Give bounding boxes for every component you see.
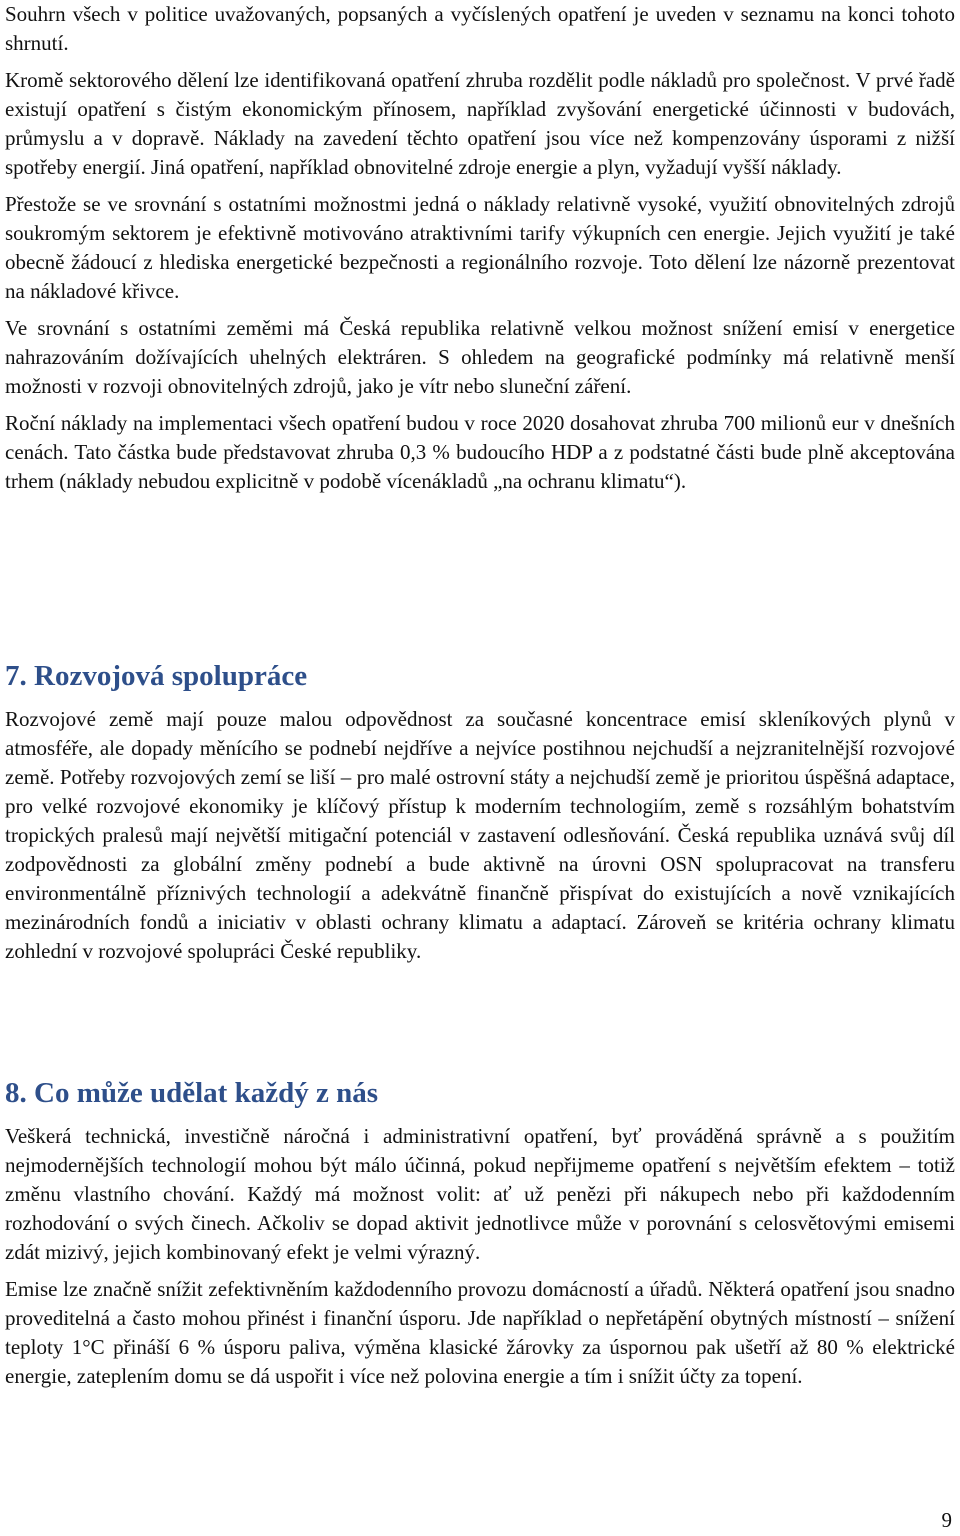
paragraph: Ve srovnání s ostatními zeměmi má Česká republika relativně velkou možnost snížení emisí v energetice nahrazováním dožívajících uhelných elektráren. S ohledem na geografické podmínky má relativně menší možnosti v rozvoji obnovitelných zdrojů, jako je vítr nebo sluneční záření. (5, 316, 955, 398)
intro-section (5, 0, 955, 504)
section-heading-7: 7. Rozvojová spolupráce (5, 660, 308, 692)
page-number: 9 (941, 1508, 952, 1532)
paragraph: Veškerá technická, investičně náročná i administrativní opatření, byť prováděná správně a s použitím nejmodernějších technologií mohou být málo účinná, pokud nepřijmeme opatření s největším efektem – totiž změnu vlastního chování. Každý má možnost volit: ať už penězi při nákupech nebo při každodenním rozhodování o svých činech. Ačkoliv se dopad aktivit jednotlivce může v porovnání s celosvětovými emisemi zdát mizivý, jejich kombinovaný efekt je velmi výrazný. (5, 1124, 955, 1264)
section-8-body (5, 1122, 955, 1399)
paragraph: Emise lze značně snížit zefektivněním každodenního provozu domácností a úřadů. Některá opatření jsou snadno proveditelná a často mohou přinést i finanční úsporu. Jde například o nepřetápění obytných místností – snížení teploty 1°C přináší 6 % úsporu paliva, výměna klasické žárovky za úspornou pak ušetří až 80 % elektrické energie, zateplením domu se dá uspořit i více než polovina energie a tím i snížit účty za topení. (5, 1277, 955, 1388)
section-7-body (5, 705, 955, 974)
section-heading-8: 8. Co může udělat každý z nás (5, 1077, 378, 1109)
paragraph: Přestože se ve srovnání s ostatními možnostmi jedná o náklady relativně vysoké, využití obnovitelných zdrojů soukromým sektorem je efektivně motivováno atraktivními tarify výkupních cen energie. Jejich využití je také obecně žádoucí z hlediska energetické bezpečnosti a regionálního rozvoje. Toto dělení lze názorně prezentovat na nákladové křivce. (5, 192, 955, 303)
paragraph: Rozvojové země mají pouze malou odpovědnost za současné koncentrace emisí skleníkových plynů v atmosféře, ale dopady měnícího se podnebí nejdříve a nejvíce postihnou nejchudší a nejzranitelnější rozvojové země. Potřeby rozvojových zemí se liší – pro malé ostrovní státy a nejchudší země je prioritou úspěšná adaptace, pro velké rozvojové ekonomiky je klíčový přístup k moderním technologiím, země s rozsáhlým bohatstvím tropických pralesů mají největší mitigační potenciál v zastavení odlesňování. Česká republika uznává svůj díl zodpovědnosti za globální změny podnebí a bude aktivně na úrovni OSN spolupracovat na transferu environmentálně příznivých technologií a adekvátně finančně přispívat do existujících a nově vznikajících mezinárodních fondů a iniciativ v oblasti ochrany klimatu a adaptací. Zároveň se kritéria ochrany klimatu zohlední v rozvojové spolupráci České republiky. (5, 707, 955, 963)
paragraph: Roční náklady na implementaci všech opatření budou v roce 2020 dosahovat zhruba 700 milionů eur v dnešních cenách. Tato částka bude představovat zhruba 0,3 % budoucího HDP a z podstatné části bude plně akceptována trhem (náklady nebudou explicitně v podobě vícenákladů „na ochranu klimatu“). (5, 411, 955, 493)
paragraph: Souhrn všech v politice uvažovaných, popsaných a vyčíslených opatření je uveden v seznamu na konci tohoto shrnutí. (5, 2, 955, 55)
paragraph: Kromě sektorového dělení lze identifikovaná opatření zhruba rozdělit podle nákladů pro společnost. V prvé řadě existují opatření s čistým ekonomickým přínosem, například zvyšování energetické účinnosti v budovách, průmyslu a v dopravě. Náklady na zavedení těchto opatření jsou více než kompenzovány úsporami z nižší spotřeby energií. Jiná opatření, například obnovitelné zdroje energie a plyn, vyžadují vyšší náklady. (5, 68, 955, 179)
